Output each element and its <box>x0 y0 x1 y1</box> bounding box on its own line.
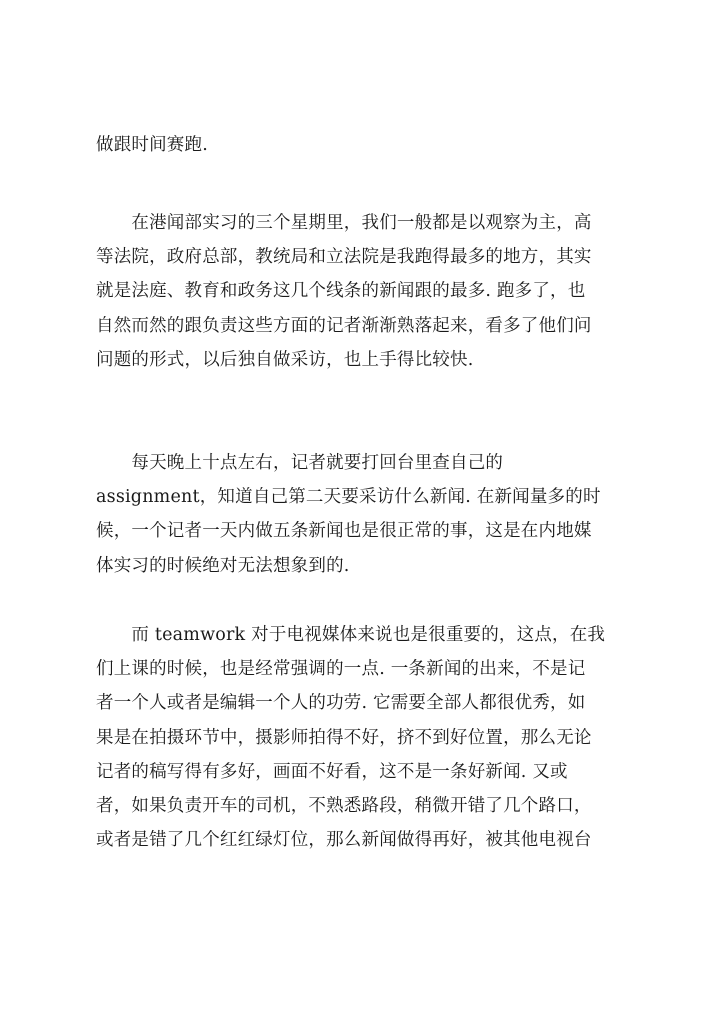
text-line: 体实习的时候绝对无法想象到的. <box>96 555 350 576</box>
text-line: 等法院，政府总部，教统局和立法院是我跑得最多的地方，其实 <box>96 247 592 268</box>
text-line: 每天晚上十点左右，记者就要打回台里查自己的 <box>96 453 504 473</box>
text-line: 在港闻部实习的三个星期里，我们一般都是以观察为主，高 <box>96 213 592 233</box>
text-line: 记者的稿写得有多好，画面不好看，这不是一条好新闻. 又或 <box>96 761 568 782</box>
text-line: 或者是错了几个红红绿灯位，那么新闻做得再好，被其他电视台 <box>96 830 592 851</box>
text-line: 问题的形式，以后独自做采访，也上手得比较快. <box>96 349 474 370</box>
text-line: 们上课的时候，也是经常强调的一点. 一条新闻的出来，不是记 <box>96 659 586 680</box>
text-line: 果是在拍摄环节中，摄影师拍得不好，挤不到好位置，那么无论 <box>96 727 592 748</box>
paragraph-2 <box>96 206 642 377</box>
text-line: assignment，知道自己第二天要采访什么新闻. 在新闻量多的时 <box>96 487 601 508</box>
paragraph-4 <box>96 618 642 857</box>
text-line: 而 teamwork 对于电视媒体来说也是很重要的，这点，在我 <box>96 625 606 645</box>
text-line: 就是法庭、教育和政务这几个线条的新闻跟的最多. 跑多了，也 <box>96 281 586 302</box>
text-line: 候，一个记者一天内做五条新闻也是很正常的事，这是在内地媒 <box>96 521 592 542</box>
paragraph-1 <box>96 128 642 162</box>
paragraph-3 <box>96 446 642 583</box>
text-line: 者一个人或者是编辑一个人的功劳. 它需要全部人都很优秀，如 <box>96 693 586 714</box>
text-line: 自然而然的跟负责这些方面的记者渐渐熟落起来，看多了他们问 <box>96 315 592 336</box>
text-line: 者，如果负责开车的司机，不熟悉路段，稍微开错了几个路口， <box>96 795 592 816</box>
text-line: 做跟时间赛跑. <box>96 135 208 155</box>
